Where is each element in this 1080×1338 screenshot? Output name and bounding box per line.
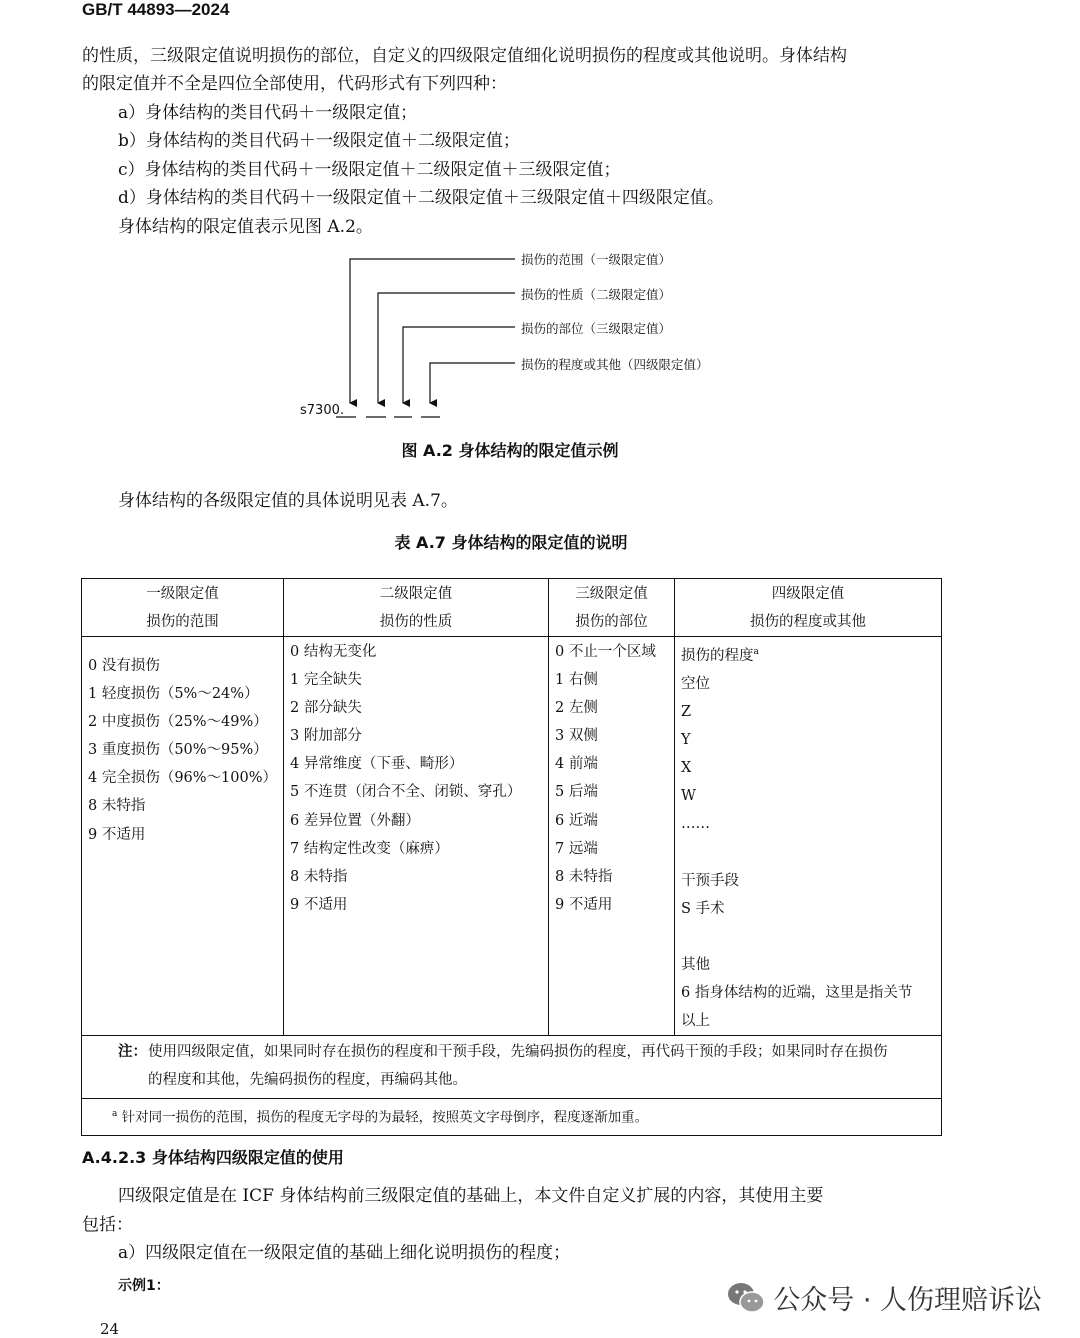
list-item	[675, 838, 941, 866]
col-level1-values	[82, 637, 284, 1036]
section-para-line-2: 包括：	[82, 1215, 133, 1235]
arrow-line-level1	[350, 259, 515, 403]
example-label: 示例1：	[118, 1278, 170, 1294]
watermark: 公众号 · 人伤理赔诉讼	[727, 1278, 1042, 1317]
table-footnote-row	[82, 1099, 942, 1136]
col-level3-values	[549, 637, 675, 1036]
list-item: X	[681, 760, 692, 777]
list-item: 3 重度损伤（50%～95%）	[88, 742, 268, 759]
list-item: 9 不适用	[88, 826, 146, 843]
footnote-ref: a	[753, 647, 759, 657]
header-level3: 三级限定值 损伤的部位	[549, 579, 675, 637]
list-item: 损伤的程度$^a$	[681, 647, 759, 664]
arrow-line-level3	[403, 327, 515, 403]
list-item-d: d）身体结构的类目代码＋一级限定值＋二级限定值＋三级限定值＋四级限定值。	[118, 188, 724, 208]
list-item: 2 部分缺失	[290, 700, 362, 717]
list-item: 1 右侧	[555, 672, 598, 689]
list-item: 4 完全损伤（96%～100%）	[88, 770, 278, 787]
list-item-c: c）身体结构的类目代码＋一级限定值＋二级限定值＋三级限定值；	[118, 160, 621, 180]
list-item: 1 完全缺失	[290, 672, 362, 689]
figure-reference: 身体结构的限定值表示见图 A.2。	[118, 217, 373, 237]
list-item: 空位	[681, 675, 710, 692]
list-item: 8 未特指	[88, 798, 146, 815]
list-item: 干预手段	[681, 872, 739, 889]
list-item: 3 附加部分	[290, 728, 362, 745]
list-item: 0 不止一个区域	[555, 644, 656, 660]
list-item: 以上	[681, 1013, 710, 1030]
list-item: 4 前端	[555, 756, 598, 773]
list-item: 0 没有损伤	[88, 658, 160, 674]
list-item: 其他	[681, 956, 710, 973]
list-item: 9 不适用	[290, 896, 348, 913]
list-item: 7 结构定性改变（麻痹）	[290, 840, 449, 857]
list-item: 0 结构无变化	[290, 644, 377, 660]
arrow-line-level4	[430, 363, 515, 403]
footnote-mark: a	[112, 1109, 118, 1120]
list-item: 2 左侧	[555, 700, 598, 717]
list-item	[675, 923, 941, 951]
page-number: 24	[100, 1320, 120, 1338]
table-footnote: $^a$ 针对同一损伤的范围，损伤的程度无字母的为最轻，按照英文字母倒序，程度逐渐加重。	[82, 1099, 942, 1136]
table-note: 注： 使用四级限定值，如果同时存在损伤的程度和干预手段，先编码损伤的程度，再代码干预的手段；如果同时存在损伤 的程度和其他，先编码损伤的程度，再编码其他。	[82, 1036, 942, 1099]
list-item: 8 未特指	[290, 868, 348, 885]
col-level2-values	[284, 637, 549, 1036]
list-item: 4 异常维度（下垂、畸形）	[290, 756, 464, 773]
list-item: S 手术	[681, 900, 725, 917]
category-code: s7300.	[300, 403, 344, 418]
section-heading: A.4.2.3 身体结构四级限定值的使用	[82, 1148, 344, 1167]
header-level2: 二级限定值 损伤的性质	[284, 579, 549, 637]
qualifier-table	[81, 578, 942, 1136]
list-item: 8 未特指	[555, 868, 613, 885]
table-caption: 表 A.7 身体结构的限定值的说明	[394, 533, 628, 552]
list-item: ……	[681, 816, 710, 833]
list-item: Z	[681, 704, 692, 721]
col-level4-values	[675, 637, 942, 1036]
list-item: W	[681, 788, 696, 805]
table-reference: 身体结构的各级限定值的具体说明见表 A.7。	[118, 491, 458, 511]
list-item-a: a）身体结构的类目代码＋一级限定值；	[118, 103, 418, 123]
list-item: 5 不连贯（闭合不全、闭锁、穿孔）	[290, 784, 522, 801]
table-body-row	[82, 637, 942, 1036]
wechat-icon	[727, 1281, 765, 1315]
list-item: 2 中度损伤（25%～49%）	[88, 714, 268, 731]
header-level1: 一级限定值 损伤的范围	[82, 579, 284, 637]
standard-number: GB/T 44893—2024	[82, 0, 230, 19]
list-item: 6 差异位置（外翻）	[290, 812, 420, 829]
intro-line-1: 的性质，三级限定值说明损伤的部位，自定义的四级限定值细化说明损伤的程度或其他说明。身体结构	[82, 46, 847, 66]
list-item: 6 指身体结构的近端，这里是指关节	[681, 984, 913, 1001]
intro-line-2: 的限定值并不全是四位全部使用，代码形式有下列四种：	[82, 74, 507, 94]
list-item: 6 近端	[555, 812, 598, 829]
section-item-a: a）四级限定值在一级限定值的基础上细化说明损伤的程度；	[118, 1243, 571, 1263]
diagram-label-level1: 损伤的范围（一级限定值）	[521, 252, 672, 267]
list-item-b: b）身体结构的类目代码＋一级限定值＋二级限定值；	[118, 131, 520, 151]
qualifier-diagram	[290, 245, 760, 430]
section-para-line-1: 四级限定值是在 ICF 身体结构前三级限定值的基础上，本文件自定义扩展的内容，其使用主要	[118, 1186, 824, 1206]
list-item: 7 远端	[555, 840, 598, 857]
diagram-label-level3: 损伤的部位（三级限定值）	[521, 321, 672, 336]
list-item: 9 不适用	[555, 896, 613, 913]
arrow-line-level2	[378, 293, 515, 403]
list-item: 1 轻度损伤（5%～24%）	[88, 686, 259, 703]
list-item: 5 后端	[555, 784, 598, 801]
header-level4: 四级限定值 损伤的程度或其他	[675, 579, 942, 637]
table-header-row	[82, 579, 942, 637]
table-note-row	[82, 1036, 942, 1099]
diagram-label-level2: 损伤的性质（二级限定值）	[521, 287, 672, 302]
list-item: 3 双侧	[555, 728, 598, 745]
list-item: Y	[681, 732, 691, 749]
note-label: 注：	[118, 1044, 147, 1061]
diagram-label-level4: 损伤的程度或其他（四级限定值）	[521, 357, 709, 372]
figure-caption: 图 A.2 身体结构的限定值示例	[401, 441, 619, 460]
